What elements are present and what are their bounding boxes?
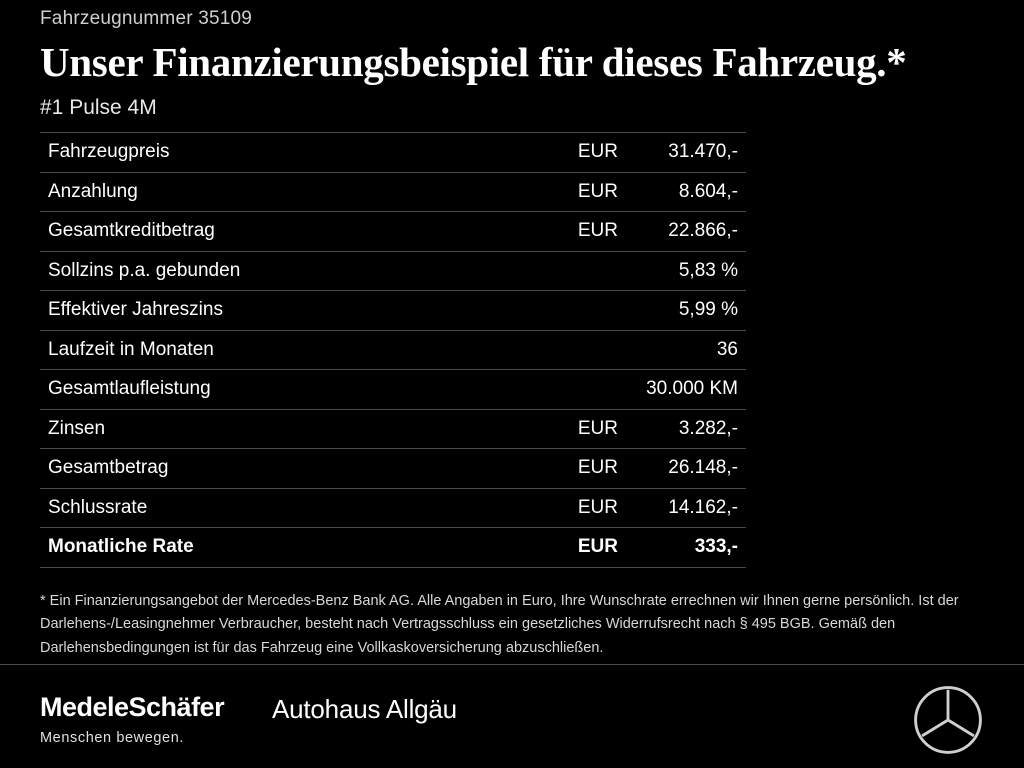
- table-row: [40, 172, 746, 212]
- footnote-text: * Ein Finanzierungsangebot der Mercedes-Benz Bank AG. Alle Angaben in Euro, Ihre Wunschrate errechnen wir Ihnen gerne persönlich. Ist der Darlehens-/Leasingnehmer Verbraucher, besteht nach Vertragsschluss ein gesetzliches Widerrufsrecht nach § 495 BGB. Gemäß den Darlehensbedingungen ist für das Fahrzeug eine Vollkaskoversicherung abzuschließen.: [40, 592, 959, 657]
- table-row: [40, 330, 746, 370]
- table-row: [40, 448, 746, 488]
- table-row: [40, 132, 746, 172]
- row-label: Gesamtlaufleistung: [48, 378, 211, 400]
- row-value: 5,83 %: [678, 259, 738, 281]
- footer: [40, 678, 984, 758]
- table-row: [40, 409, 746, 449]
- dealer-name: MedeleSchäfer: [40, 692, 225, 722]
- row-value: 36: [716, 338, 738, 360]
- row-value: 30.000 KM: [646, 378, 738, 400]
- table-row: [40, 488, 746, 528]
- row-label: Gesamtkreditbetrag: [48, 220, 215, 242]
- vehicle-model: #1 Pulse 4M: [40, 96, 157, 119]
- vehicle-number: Fahrzeugnummer 35109: [40, 8, 253, 29]
- table-row: [40, 527, 746, 568]
- financing-table: [40, 132, 746, 568]
- table-row: [40, 290, 746, 330]
- mercedes-benz-star-icon: [912, 684, 984, 761]
- row-value: 3.282,-: [678, 417, 738, 439]
- row-label: Sollzins p.a. gebunden: [48, 259, 241, 281]
- row-value: 5,99 %: [678, 299, 738, 321]
- row-value: 8.604,-: [678, 180, 738, 202]
- table-row: [40, 251, 746, 291]
- row-currency: EUR: [577, 536, 618, 558]
- row-currency: EUR: [577, 220, 618, 242]
- row-value: 333,-: [694, 536, 738, 558]
- row-label: Anzahlung: [48, 180, 138, 202]
- dealer-group-name: Autohaus Allgäu: [272, 694, 457, 724]
- table-row: [40, 369, 746, 409]
- row-value: 26.148,-: [668, 457, 738, 479]
- row-currency: EUR: [577, 141, 618, 163]
- row-label: Laufzeit in Monaten: [48, 338, 214, 360]
- row-label: Monatliche Rate: [48, 536, 194, 558]
- row-label: Gesamtbetrag: [48, 457, 169, 479]
- table-row: [40, 211, 746, 251]
- dealer-claim: Menschen bewegen.: [40, 730, 185, 746]
- dealer-logo: [40, 692, 224, 746]
- row-value: 22.866,-: [668, 220, 738, 242]
- row-label: Schlussrate: [48, 496, 148, 518]
- row-label: Effektiver Jahreszins: [48, 299, 223, 321]
- row-label: Zinsen: [48, 417, 106, 439]
- row-currency: EUR: [577, 417, 618, 439]
- footer-divider: [0, 664, 1024, 665]
- row-currency: EUR: [577, 496, 618, 518]
- row-currency: EUR: [577, 457, 618, 479]
- row-value: 14.162,-: [668, 496, 738, 518]
- row-value: 31.470,-: [668, 141, 738, 163]
- row-label: Fahrzeugpreis: [48, 141, 170, 163]
- page-title: Unser Finanzierungsbeispiel für dieses Fahrzeug.*: [40, 39, 907, 85]
- row-currency: EUR: [577, 180, 618, 202]
